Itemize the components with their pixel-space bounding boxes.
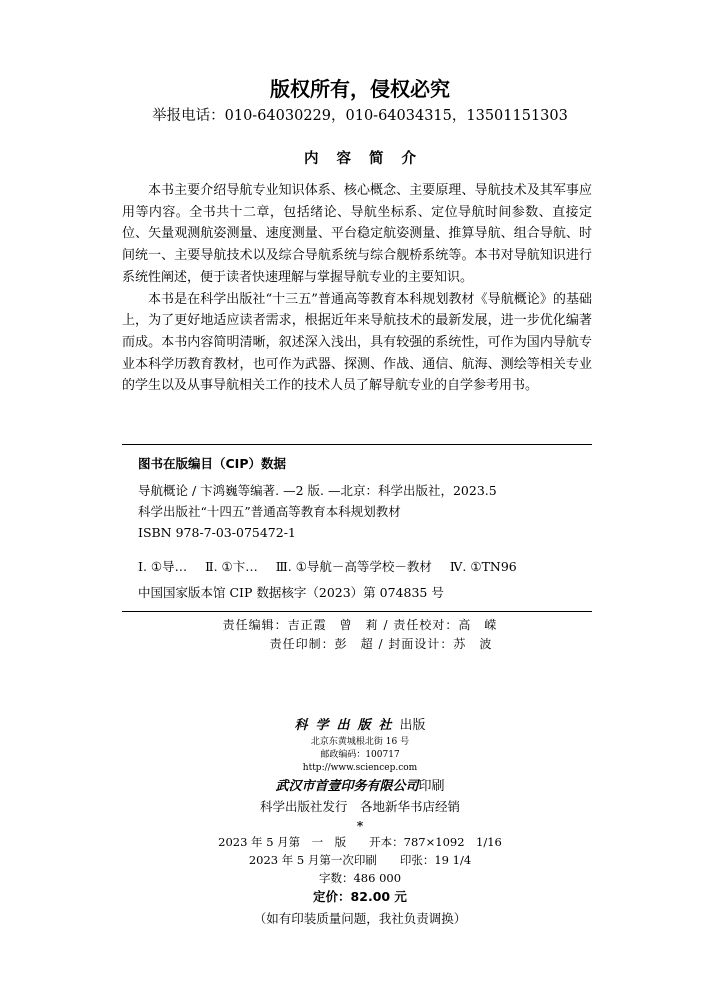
- publisher-address: 北京东黄城根北街 16 号: [310, 737, 410, 747]
- printer-name: 武汉市首壹印务有限公司: [275, 779, 419, 794]
- intro-heading: 内容简介: [304, 151, 434, 167]
- cip-class-item: Ⅰ. ①导…: [138, 559, 188, 574]
- printer-row: [0, 777, 720, 797]
- quality-notice: （如有印装质量问题，我社负责调换）: [253, 911, 467, 926]
- publisher-row: [0, 716, 720, 736]
- cip-title: 图书在版编目（CIP）数据: [138, 456, 286, 471]
- price: 定价：82.00 元: [313, 889, 407, 904]
- intro-paragraph: 本书是在科学出版社“十三五”普通高等教育本科规划教材《导航概论》的基础上，为了更好地适应读者需求，根据近年来导航技术的最新发展，进一步优化编著而成。本书内容简明清晰，叙述深入浅出，具有较强的系统性，可作为国内导航专业本科学历教育教材，也可作为武器、探测、作战、通信、航海、测绘等相关专业的学生以及从事导航相关工作的技术人员了解导航专业的自学参考用书。: [122, 291, 592, 394]
- cip-data-box: [122, 444, 592, 612]
- imprint: [0, 716, 720, 929]
- publisher-name: 科学出版社: [294, 718, 400, 733]
- edition-line: 2023 年 5 月第 一 版 开本：787×1092 1/16: [218, 835, 502, 849]
- report-phone: 举报电话：010-64030229，010-64034315，13501151303: [152, 108, 568, 124]
- cip-class-item: Ⅲ. ①导航－高等学校－教材: [275, 559, 432, 574]
- publisher-suffix: 出版: [399, 718, 426, 733]
- cip-approval-number: 中国国家版本馆 CIP 数据核字（2023）第 074835 号: [138, 585, 444, 600]
- distribution-line: 科学出版社发行 各地新华书店经销: [259, 799, 460, 814]
- cip-isbn: ISBN 978-7-03-075472-1: [138, 525, 296, 540]
- editor-credits: [0, 616, 720, 654]
- printing-line: 2023 年 5 月第一次印刷 印张：19 1/4: [248, 853, 472, 867]
- intro-paragraph: 本书主要介绍导航专业知识体系、核心概念、主要原理、导航技术及其军事应用等内容。全书共十二章，包括绪论、导航坐标系、定位导航时间参数、直接定位、矢量观测航姿测量、速度测量、平台稳定航姿测量、推算导航、组合导航、时间统一、主要导航技术以及综合导航系统与综合舰桥系统等。本书对导航知识进行系统性阐述，便于读者快速理解与掌握导航专业的主要知识。: [122, 183, 592, 285]
- intro-body: [122, 180, 592, 397]
- printer-suffix: 印刷: [418, 779, 445, 794]
- editor-line: 责任印制：彭 超 / 封面设计：苏 波: [269, 637, 493, 651]
- cip-series-line: 科学出版社“十四五”普通高等教育本科规划教材: [138, 504, 401, 519]
- editor-line: 责任编辑：吉正霞 曾 莉 / 责任校对：高 嵘: [222, 618, 498, 632]
- cip-class-item: Ⅱ. ①卞…: [205, 559, 258, 574]
- publisher-postcode: 邮政编码：100717: [320, 750, 400, 760]
- separator-star: *: [356, 819, 364, 833]
- cip-classification: [138, 557, 531, 575]
- cip-class-item: Ⅳ. ①TN96: [449, 559, 517, 574]
- copyright-notice: 版权所有，侵权必究: [270, 77, 450, 101]
- word-count: 字数：486 000: [318, 871, 402, 885]
- cip-bibliographic-line: 导航概论 / 卞鸿巍等编著. —2 版. —北京：科学出版社，2023.5: [138, 483, 497, 498]
- publisher-website: http://www.sciencep.com: [302, 763, 418, 773]
